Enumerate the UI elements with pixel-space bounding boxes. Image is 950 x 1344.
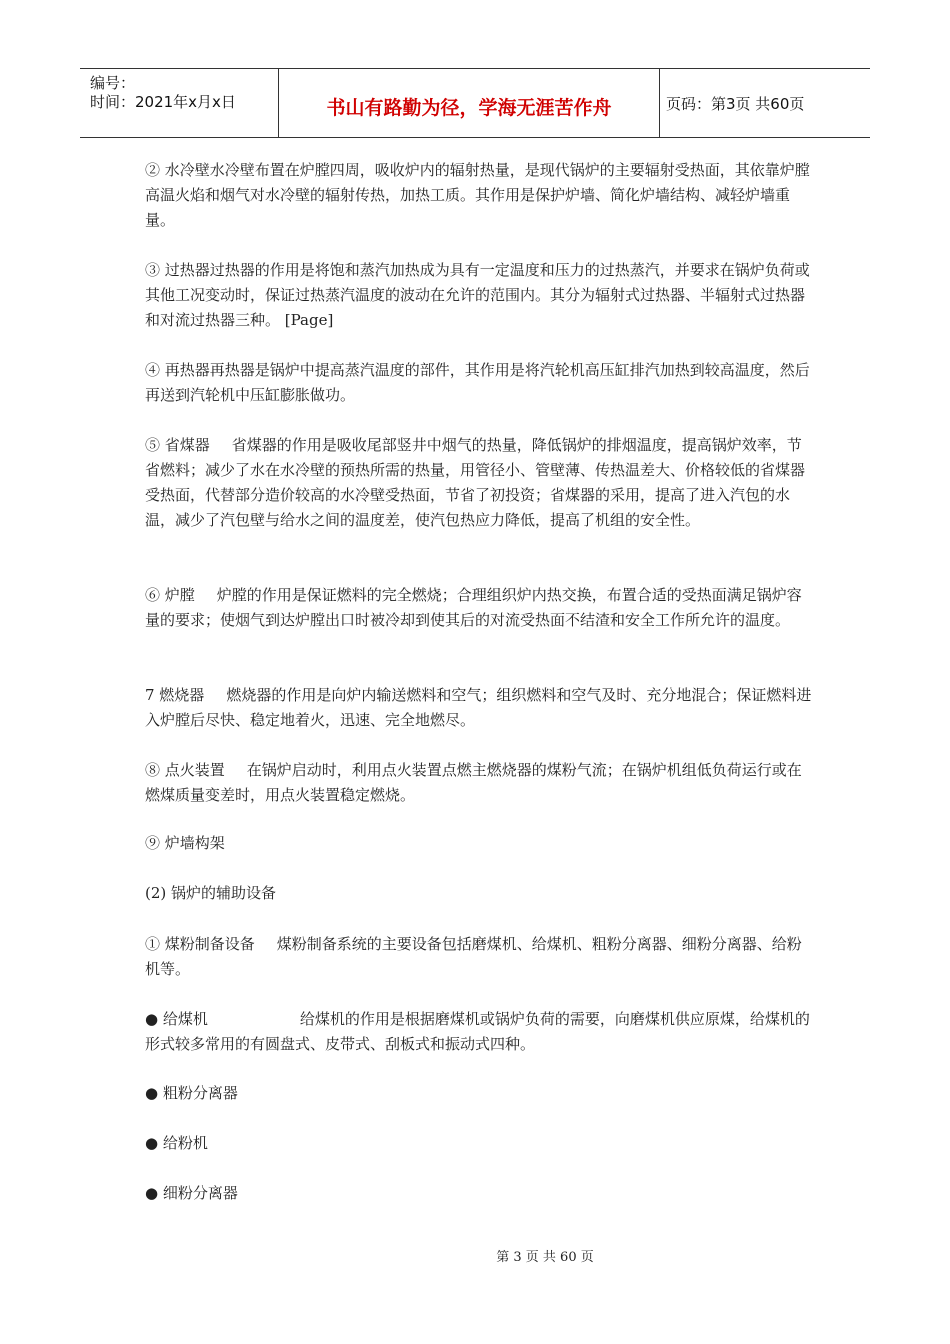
paragraph-economizer bbox=[145, 433, 812, 533]
header-center-cell bbox=[279, 69, 660, 137]
paragraph-body: 煤粉制备系统的主要设备包括磨煤机、给煤机、粗粉分离器、细粉分离器、给粉机等。 bbox=[145, 935, 802, 978]
paragraph-coal-feeder bbox=[145, 1007, 812, 1057]
bullet-fine-separator: ● 细粉分离器 bbox=[145, 1184, 238, 1202]
header-right-cell bbox=[660, 69, 870, 137]
paragraph-body: 炉膛的作用是保证燃料的完全燃烧；合理组织炉内热交换，布置合适的受热面满足锅炉容量的要求；使烟气到达炉膛出口时被冷却到使其后的对流受热面不结渣和安全工作所允许的温度。 bbox=[145, 586, 802, 629]
paragraph-water-wall: ② 水冷壁水冷壁布置在炉膛四周，吸收炉内的辐射热量，是现代锅炉的主要辐射受热面，其依靠炉膛高温火焰和烟气对水冷壁的辐射传热，加热工质。其作用是保护炉墙、简化炉墙结构、减轻炉墙重量。 bbox=[145, 161, 810, 229]
paragraph-heading: ① 煤粉制备设备 bbox=[145, 935, 255, 953]
header-motto: 书山有路勤为径，学海无涯苦作舟 bbox=[326, 97, 612, 119]
page-header bbox=[80, 68, 870, 138]
paragraph-heading: ⑥ 炉膛 bbox=[145, 586, 195, 604]
paragraph-body: 燃烧器的作用是向炉内输送燃料和空气；组织燃料和空气及时、充分地混合；保证燃料进入炉膛后尽快、稳定地着火，迅速、完全地燃尽。 bbox=[145, 686, 812, 729]
paragraph-burner bbox=[145, 683, 812, 733]
paragraph-heading: ● 给煤机 bbox=[145, 1010, 208, 1028]
paragraph-auxiliary-equipment: (2) 锅炉的辅助设备 bbox=[145, 884, 277, 902]
footer-page-number: 第 3 页 共 60 页 bbox=[496, 1250, 594, 1265]
page-footer bbox=[0, 1246, 950, 1265]
paragraph-pulverizing bbox=[145, 932, 812, 982]
paragraph-heading: ⑤ 省煤器 bbox=[145, 436, 210, 454]
document-number-label: 编号： bbox=[90, 74, 136, 92]
paragraph-body: 给煤机的作用是根据磨煤机或锅炉负荷的需要，向磨煤机供应原煤，给煤机的形式较多常用的有圆盘式、皮带式、刮板式和振动式四种。 bbox=[145, 1010, 810, 1053]
paragraph-furnace bbox=[145, 583, 812, 633]
header-page-info: 页码：第3页 共60页 bbox=[666, 95, 805, 113]
paragraph-body: 省煤器的作用是吸收尾部竖井中烟气的热量，降低锅炉的排烟温度，提高锅炉效率，节省燃料；减少了水在水冷壁的预热所需的热量，用管径小、管壁薄、传热温差大、价格较低的省煤器受热面，代替部分造价较高的水冷壁受热面，节省了初投资；省煤器的采用，提高了进入汽包的水温，减少了汽包壁与给水之间的温度差，使汽包热应力降低，提高了机组的安全性。 bbox=[145, 436, 806, 529]
paragraph-heading: 7 燃烧器 bbox=[145, 686, 205, 704]
paragraph-superheater: ③ 过热器过热器的作用是将饱和蒸汽加热成为具有一定温度和压力的过热蒸汽，并要求在锅炉负荷或其他工况变动时，保证过热蒸汽温度的波动在允许的范围内。其分为辐射式过热器、半辐射式过热器和对流过热器三种。 [Page] bbox=[145, 261, 810, 329]
bullet-powder-feeder: ● 给粉机 bbox=[145, 1134, 208, 1152]
document-time-label: 时间：2021年x月x日 bbox=[90, 93, 236, 111]
paragraph-furnace-wall-frame: ⑨ 炉墙构架 bbox=[145, 834, 225, 852]
paragraph-heading: ⑧ 点火装置 bbox=[145, 761, 225, 779]
paragraph-reheater: ④ 再热器再热器是锅炉中提高蒸汽温度的部件，其作用是将汽轮机高压缸排汽加热到较高温度，然后再送到汽轮机中压缸膨胀做功。 bbox=[145, 361, 810, 404]
header-left-cell bbox=[80, 69, 279, 137]
paragraph-body: 在锅炉启动时，利用点火装置点燃主燃烧器的煤粉气流；在锅炉机组低负荷运行或在燃煤质量变差时，用点火装置稳定燃烧。 bbox=[145, 761, 802, 804]
bullet-coarse-separator: ● 粗粉分离器 bbox=[145, 1084, 238, 1102]
paragraph-ignition bbox=[145, 758, 812, 808]
